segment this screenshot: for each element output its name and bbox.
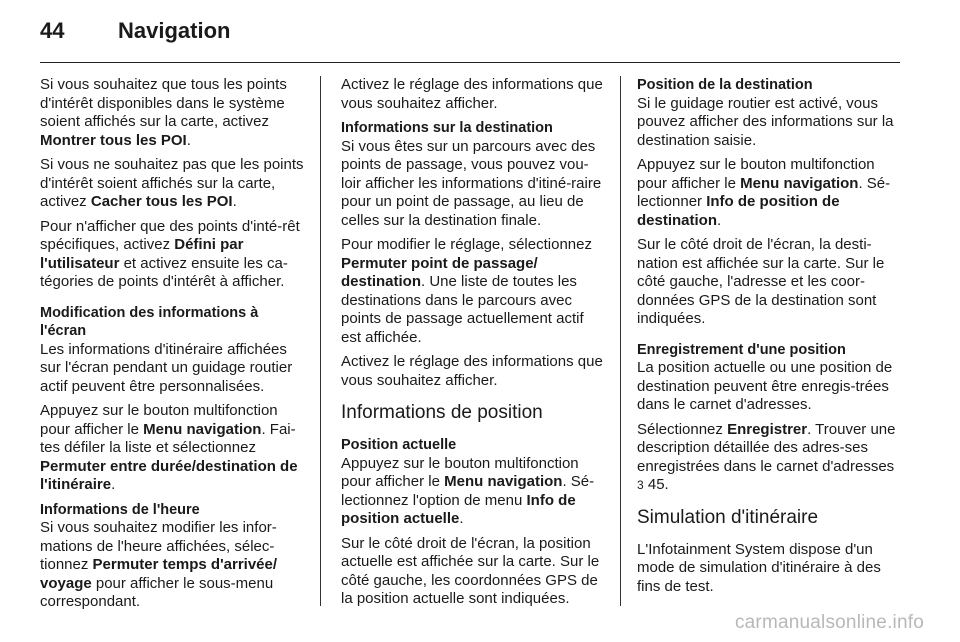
paragraph: Les informations d'itinéraire affichées sur l'écran pendant un guidage routier actif peuvent être personnalisées.: [40, 340, 293, 395]
paragraph: Activez le réglage des informations que vous souhaitez afficher.: [341, 76, 603, 112]
paragraph: Pour modifier le réglage, sélectionnez Permuter point de passage/ destination. Une liste de toutes les destinations dans le parcours avec points de passage actuellement actif est affichée.: [341, 236, 592, 346]
subheading: Position de la destination: [637, 77, 813, 93]
menu-option: Permuter temps d'arrivée/ voyage: [40, 556, 278, 592]
column-2: [341, 76, 605, 615]
paragraph: Si vous souhaitez que tous les points d'intérêt disponibles dans le système soient affichés sur la carte, activez Montrer tous les POI.: [40, 76, 287, 149]
paragraph: Si vous souhaitez modifier les infor-mations de l'heure affichées, sélec-tionnez Permuter temps d'arrivée/ voyage pour afficher le sous-menu correspondant.: [40, 519, 278, 610]
subheading: Informations de l'heure: [40, 501, 200, 518]
subheading: Modification des informations à l'écran: [40, 304, 259, 339]
paragraph: Pour n'afficher que des points d'inté-rêt spécifiques, activez Défini par l'utilisateur et activez ensuite les ca-tégories de points d'intérêt à afficher.: [40, 217, 300, 290]
paragraph: Appuyez sur le bouton multifonction pour afficher le Menu navigation. Sé-lectionnez l'option de menu Info de position actuelle.: [341, 454, 595, 527]
menu-option: Menu navigation: [444, 473, 563, 490]
column-divider-1: [320, 76, 321, 606]
column-3: [637, 76, 901, 602]
section-heading: Simulation d'itinéraire: [637, 506, 819, 528]
subheading: Enregistrement d'une position: [637, 341, 846, 358]
menu-option: Cacher tous les POI: [90, 193, 233, 210]
page-number: 44: [40, 18, 65, 43]
menu-option: Info de position de destination: [637, 193, 840, 229]
paragraph: La position actuelle ou une position de destination peuvent être enregis-trées dans le carnet d'adresses.: [637, 359, 893, 413]
paragraph: Sur le côté droit de l'écran, la position actuelle est affichée sur la carte. Sur le côté gauche, les coordonnées GPS de la position actuelle sont indiquées.: [341, 534, 600, 607]
menu-option: Menu navigation: [143, 420, 262, 438]
menu-option: Défini par l'utilisateur: [40, 236, 244, 272]
menu-option: Permuter entre durée/destination de l'itinéraire: [40, 457, 298, 493]
paragraph: Activez le réglage des informations que vous souhaitez afficher.: [341, 353, 603, 389]
paragraph: Sur le côté droit de l'écran, la desti-nation est affichée sur la carte. Sur le côté gauche, l'adresse et les coor-données GPS de la destination sont indiquées.: [637, 236, 885, 327]
watermark: carmanualsonline.info: [734, 612, 924, 633]
subheading: Position actuelle: [341, 437, 457, 453]
paragraph: L'Infotainment System dispose d'un mode de simulation d'itinéraire à des fins de test.: [637, 540, 881, 595]
menu-option: Info de position actuelle: [341, 491, 576, 527]
section-heading: Informations de position: [341, 402, 543, 423]
column-1: [40, 76, 306, 618]
menu-option: Menu navigation: [740, 174, 859, 192]
menu-option: Montrer tous les POI: [40, 131, 187, 149]
chapter-title: Navigation: [118, 18, 231, 43]
paragraph: Si vous êtes sur un parcours avec des points de passage, vous pouvez vou-loir afficher les informations d'itiné-raire pour un point de passage, au lieu de celles sur la destination finale.: [341, 137, 602, 229]
subheading: Informations sur la destination: [341, 120, 553, 136]
column-divider-2: [620, 76, 621, 606]
paragraph: Appuyez sur le bouton multifonction pour afficher le Menu navigation. Fai-tes défiler la liste et sélectionnez Permuter entre durée/destination de l'itinéraire.: [40, 402, 298, 493]
menu-option: Enregistrer: [727, 420, 808, 438]
header-rule: [40, 62, 900, 63]
menu-option: Permuter point de passage/ destination: [341, 254, 538, 290]
paragraph: Si vous ne souhaitez pas que les points d'intérêt soient affichés sur la carte, activez Cacher tous les POI.: [40, 156, 304, 210]
page-reference-arrow: 3: [637, 478, 644, 492]
paragraph: Si le guidage routier est activé, vous pouvez afficher des informations sur la destination saisie.: [637, 94, 894, 149]
paragraph: Sélectionnez Enregistrer. Trouver une description détaillée des adres-ses enregistrées dans le carnet d'adresses 3 45.: [637, 420, 896, 493]
paragraph: Appuyez sur le bouton multifonction pour afficher le Menu navigation. Sé-lectionner Info de position de destination.: [637, 156, 891, 229]
